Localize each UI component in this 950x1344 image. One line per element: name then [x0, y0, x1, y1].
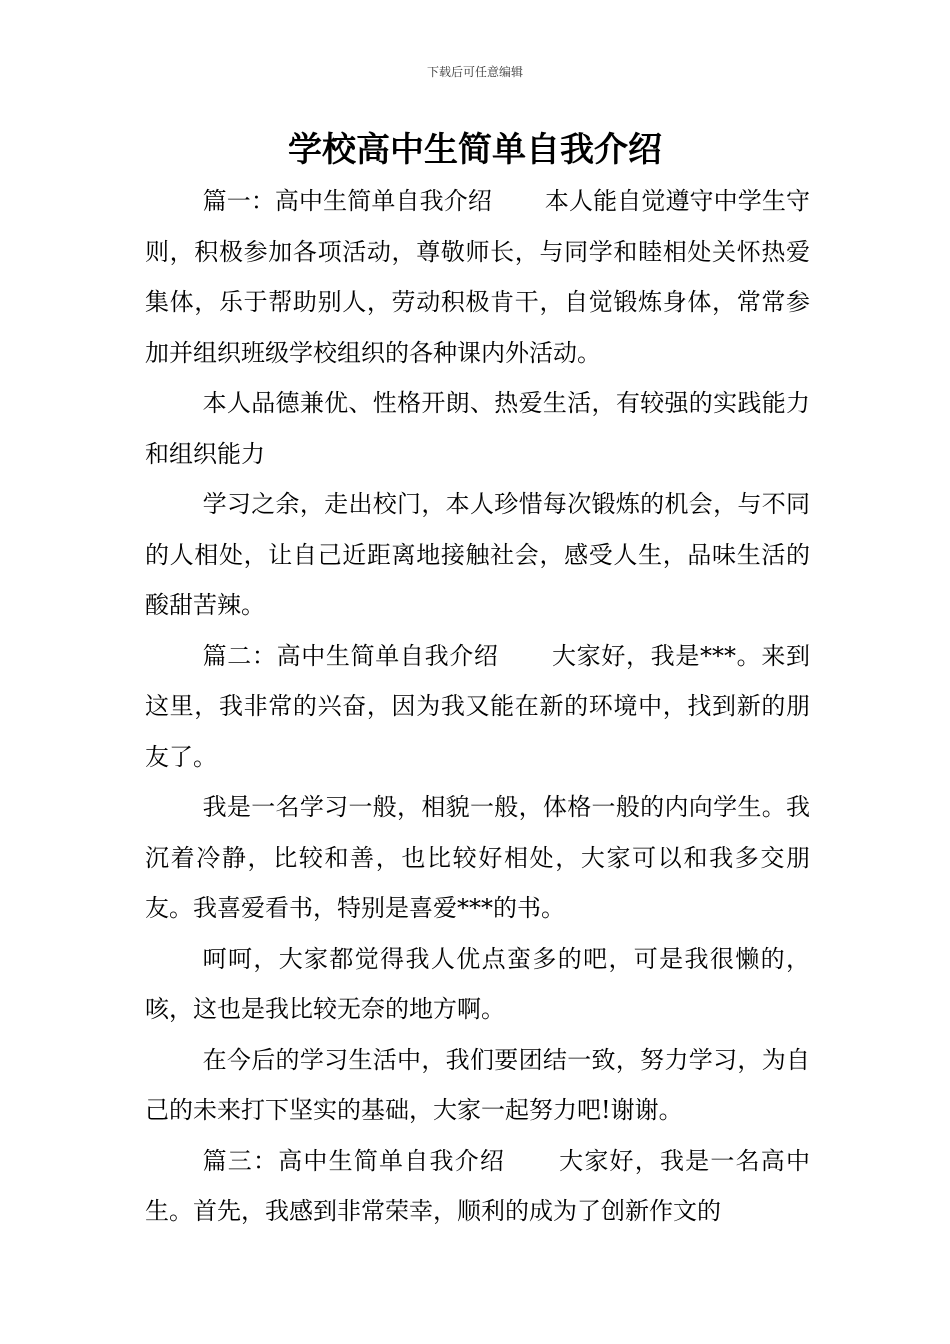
- paragraph-text: 本人能自觉遵守中学生守则，积极参加各项活动，尊敬师长，与同学和睦相处关怀热爱集体，乐于帮助别人，劳动积极肯干，自觉锻炼身体，常常参加并组织班级学校组织的各种课内外活动。: [145, 187, 811, 367]
- paragraph-2: [145, 378, 810, 479]
- paragraph-text: 大家好，我是一名高中生。首先，我感到非常荣幸，顺利的成为了创新作文的: [145, 1146, 811, 1225]
- paragraph-text: 本人品德兼优、性格开朗、热爱生活，有较强的实践能力和组织能力: [145, 389, 810, 468]
- paragraph-text: 呵呵，大家都觉得我人优点蛮多的吧，可是我很懒的，咳，这也是我比较无奈的地方啊。: [145, 944, 810, 1023]
- paragraph-text: 大家好，我是***。来到这里，我非常的兴奋，因为我又能在新的环境中，找到新的朋友了。: [145, 641, 810, 771]
- document-title: 学校高中生简单自我介绍: [288, 130, 662, 170]
- section-lead: 篇二：高中生简单自我介绍: [202, 641, 499, 670]
- paragraph-5: [145, 782, 810, 934]
- paragraph-7: [145, 1035, 810, 1136]
- section-lead: 篇一：高中生简单自我介绍: [202, 187, 492, 215]
- document-body: [145, 176, 810, 1237]
- paragraph-text: 我是一名学习一般，相貌一般，体格一般的内向学生。我沉着冷静，比较和善，也比较好相处，大家可以和我多交朋友。我喜爱看书，特别是喜爱***的书。: [145, 793, 810, 922]
- paragraph-4: [145, 631, 810, 783]
- paragraph-8: [145, 1136, 810, 1237]
- paragraph-text: 学习之余，走出校门，本人珍惜每次锻炼的机会，与不同的人相处，让自己近距离地接触社会，感受人生，品味生活的酸甜苦辣。: [145, 490, 810, 619]
- header-note: 下载后可任意编辑: [426, 65, 523, 79]
- paragraph-6: [145, 934, 810, 1035]
- paragraph-1: [145, 176, 810, 378]
- section-lead: 篇三：高中生简单自我介绍: [202, 1146, 506, 1175]
- paragraph-text: 在今后的学习生活中，我们要团结一致，努力学习，为自己的未来打下坚实的基础，大家一起努力吧!谢谢。: [145, 1045, 810, 1124]
- paragraph-3: [145, 479, 810, 631]
